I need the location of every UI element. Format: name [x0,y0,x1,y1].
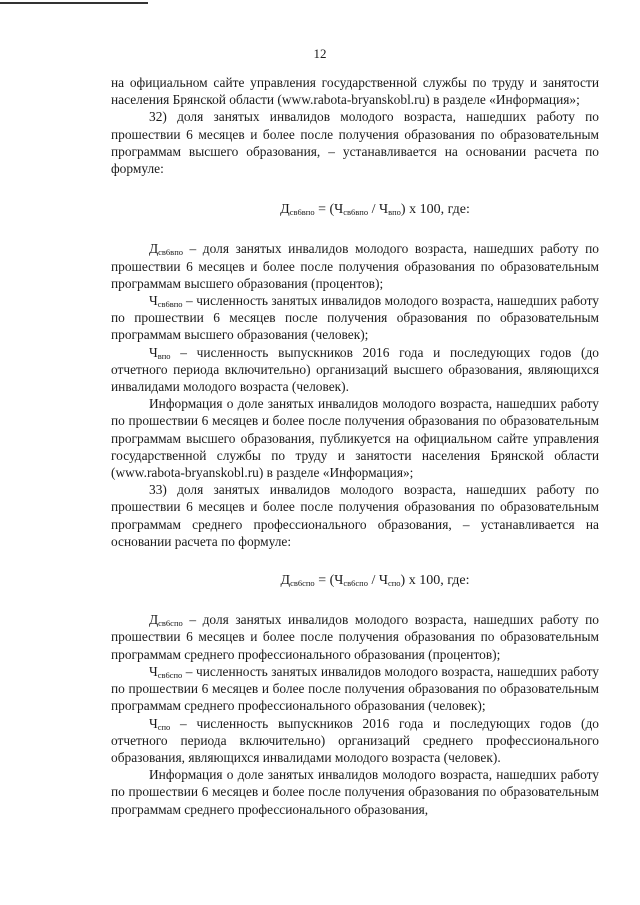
paragraph-info-2: Информация о доле занятых инвалидов молодого возраста, нашедших работу по прошествии 6 месяцев и более после получения образования по образовательным программам среднего профессионального образования, [111,767,599,817]
page-number: 12 [313,46,327,61]
top-rule [0,2,148,4]
definition-5: $Ч_{св6спо}$ – численность занятых инвалидов молодого возраста, нашедших работу по прошествии 6 месяцев и более после получения образования по образовательным программам среднего профессионального образования (человек); [111,663,599,714]
definition-6: $Ч_{спо}$ – численность выпускников 2016 года и последующих годов (до отчетного периода включительно) организаций среднего профессионального образования, являющихся инвалидами молодого возраста (человек). [111,715,599,765]
definition-1: $Д_{св6впо}$ – доля занятых инвалидов молодого возраста, нашедших работу по прошествии 6 месяцев и более после получения образования по образовательным программам высшего образования (процентов); [111,241,599,291]
definition-3: $Ч_{впо}$ – численность выпускников 2016 года и последующих годов (до отчетного периода включительно) организаций высшего образования, являющихся инвалидами молодого возраста (человек). [111,344,599,395]
paragraph-info-1: Информация о доле занятых инвалидов молодого возраста, нашедших работу по прошествии 6 месяцев и более после получения образования по образовательным программам высшего образования, публикуется на официальном сайте управления государственной службы по труду и занятости населения Брянской области (www.rabota-bryanskobl.ru) в разделе «Информация»; [111,396,599,481]
definition-2: $Ч_{св6впо}$ – численность занятых инвалидов молодого возраста, нашедших работу по прошествии 6 месяцев после получения образования по образовательным программам высшего образования (человек); [111,293,599,343]
formula-1: $Д_{св6впо} = (Ч_{св6впо} / Ч_{впо})$ x 100, где: [280,202,470,218]
formula-2: $Д_{св6спо} = (Ч_{св6спо} / Ч_{спо})$ x 100, где: [280,573,470,589]
paragraph-1: на официальном сайте управления государственной службы по труду и занятости населения Брянской области (www.rabota-bryanskobl.ru) в разделе «Информация»; [111,75,599,108]
definition-4: $Д_{св6спо}$ – доля занятых инвалидов молодого возраста, нашедших работу по прошествии 6 месяцев и более после получения образования по образовательным программам среднего профессионального образования (процентов); [111,612,599,662]
document-body [111,74,599,818]
paragraph-item-32: 32) доля занятых инвалидов молодого возраста, нашедших работу по прошествии 6 месяцев и более после получения образования по образовательным программам высшего образования, – устанавливается на основании расчета по формуле: [111,109,599,177]
paragraph-item-33: 33) доля занятых инвалидов молодого возраста, нашедших работу по прошествии 6 месяцев и более после получения образования по образовательным программам среднего профессионального образования, – устанавливается на основании расчета по формуле: [111,482,599,549]
